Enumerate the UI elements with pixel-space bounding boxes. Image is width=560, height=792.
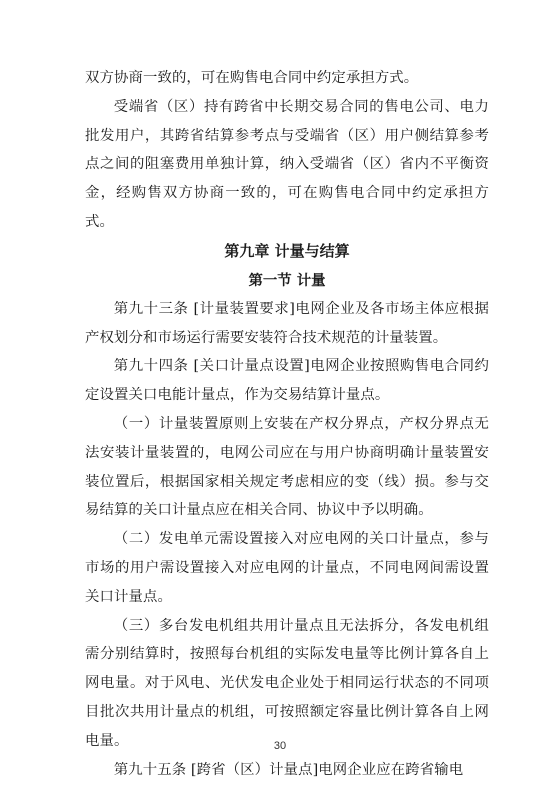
article-94-item-2: （二）发电单元需设置接入对应电网的关口计量点，参与市场的用户需设置接入对应电网的计量点，不同电网间需设置关口计量点。: [85, 531, 489, 605]
section-title: 第一节 计量: [248, 271, 326, 289]
page-number: 30: [273, 740, 287, 752]
chapter-title: 第九章 计量与结算: [224, 241, 350, 260]
paragraph-receiving-province-settlement: 受端省（区）持有跨省中长期交易合同的售电公司、电力批发用户，其跨省结算参考点与受端省（区）用户侧结算参考点之间的阻塞费用单独计算，纳入受端省（区）省内不平衡资金，经购售双方协商一致的，可在购售电合同中约定承担方式。: [85, 98, 489, 230]
article-94: 第九十四条 [关口计量点设置]电网企业按照购售电合同约定设置关口电能计量点，作为交易结算计量点。: [85, 358, 489, 404]
paragraph-continuation: 双方协商一致的，可在购售电合同中约定承担方式。: [85, 70, 419, 86]
article-95: 第九十五条 [跨省（区）计量点]电网企业应在跨省输电: [113, 761, 464, 778]
article-94-item-1: （一）计量装置原则上安装在产权分界点，产权分界点无法安装计量装置的，电网公司应在与用户协商明确计量装置安装位置后，根据国家相关规定考虑相应的变（线）损。参与交易结算的关口计量点应在相关合同、协议中予以明确。: [85, 415, 489, 519]
article-93: 第九十三条 [计量装置要求]电网企业及各市场主体应根据产权划分和市场运行需要安装符合技术规范的计量装置。: [85, 300, 489, 346]
article-94-item-3: （三）多台发电机组共用计量点且无法拆分，各发电机组需分别结算时，按照每台机组的实际发电量等比例计算各自上网电量。对于风电、光伏发电企业处于相同运行状态的不同项目批次共用计量点的机组，可按照额定容量比例计算各自上网电量。: [85, 617, 489, 749]
document-body: [85, 64, 489, 784]
